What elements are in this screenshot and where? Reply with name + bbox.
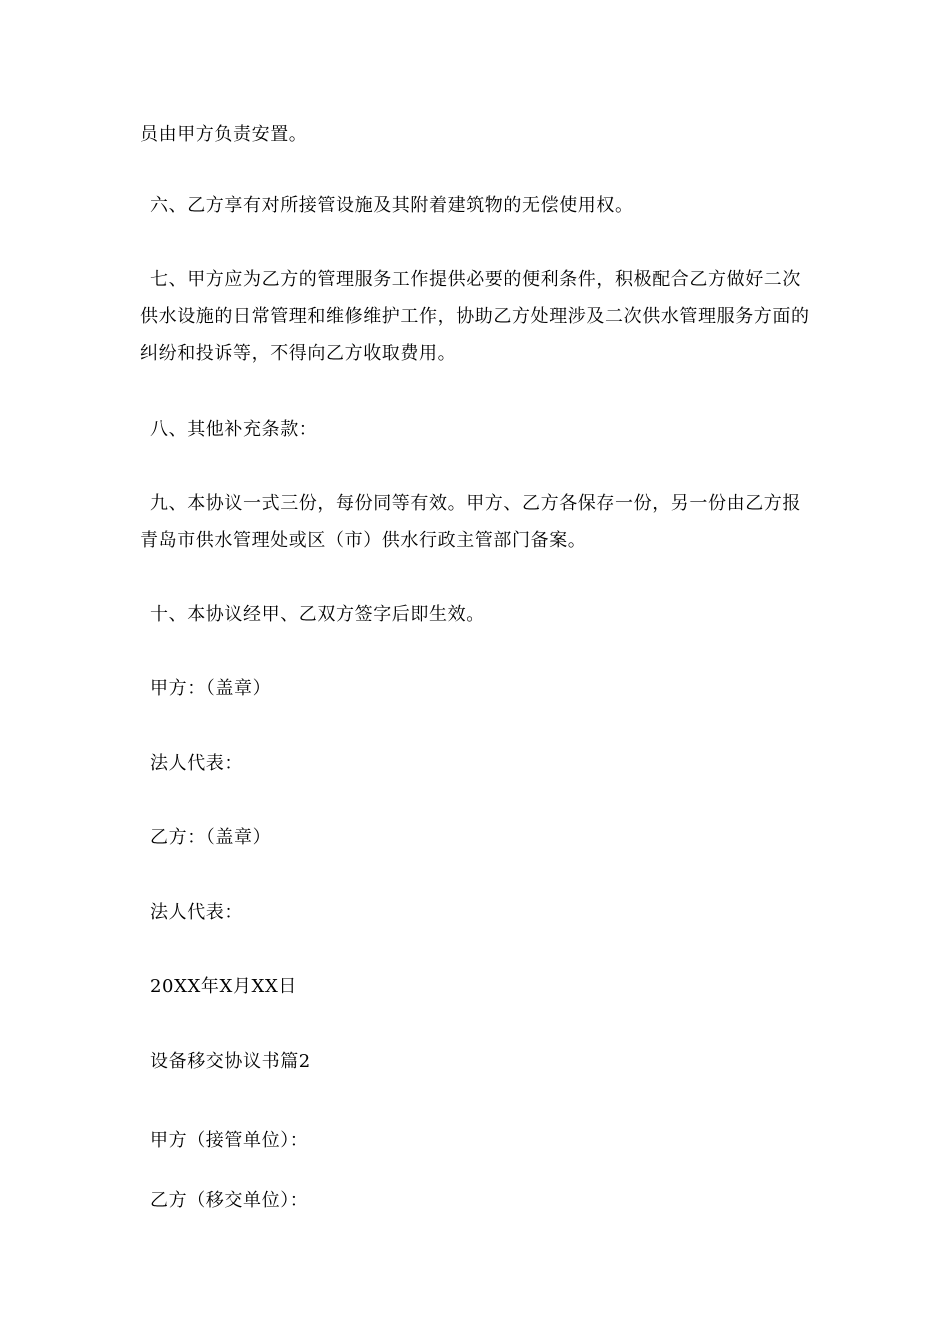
- clause-ten: 十、本协议经甲、乙双方签字后即生效。: [150, 604, 485, 625]
- party-b-transferor: 乙方（移交单位）：: [150, 1190, 309, 1211]
- party-a-seal: 甲方：（盖章）: [150, 678, 272, 699]
- clause-nine: 九、本协议一式三份，每份同等有效。甲方、乙方各保存一份，另一份由乙方报青岛市供水管理处或区（市）供水行政主管部门备案。: [140, 493, 801, 551]
- party-a-receiver: 甲方（接管单位）：: [150, 1130, 309, 1151]
- party-b-seal: 乙方：（盖章）: [150, 827, 272, 848]
- date-line: 20XX年X月XX日: [150, 976, 297, 997]
- clause-eight: 八、其他补充条款：: [150, 419, 318, 440]
- paragraph-continuation: 员由甲方负责安置。: [140, 124, 308, 145]
- clause-six: 六、乙方享有对所接管设施及其附着建筑物的无偿使用权。: [150, 195, 634, 216]
- party-a-legal-rep: 法人代表：: [150, 753, 243, 774]
- party-b-legal-rep: 法人代表：: [150, 902, 243, 923]
- section-heading: 设备移交协议书篇2: [150, 1051, 311, 1072]
- clause-seven: 七、甲方应为乙方的管理服务工作提供必要的便利条件，积极配合乙方做好二次供水设施的日常管理和维修维护工作，协助乙方处理涉及二次供水管理服务方面的纠纷和投诉等，不得向乙方收取费用。: [140, 269, 810, 364]
